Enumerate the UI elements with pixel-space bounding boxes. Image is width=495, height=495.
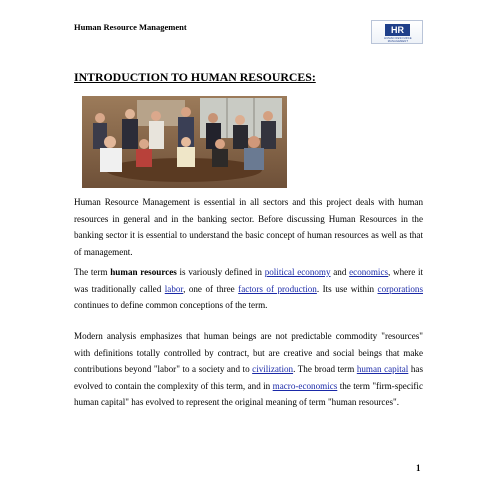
- group-photo-illustration: [82, 96, 287, 188]
- text-run: . Its use within: [316, 283, 378, 294]
- paragraph-intro: Human Resource Management is essential in all sectors and this project deals with human resources in general and in the banking sector. Before discussing Human Resources in the banking sector it is essential to understand the basic concept of human resources as well as that of management.: [74, 197, 423, 257]
- text-run: and: [330, 267, 350, 277]
- text-run: is variously defined in: [176, 267, 265, 277]
- text-run: , one of three: [183, 283, 239, 294]
- text-run: has evolved to contain the complexity of this term, and in: [74, 364, 423, 391]
- link-labor[interactable]: labor: [164, 283, 184, 294]
- text-run: . The broad term: [293, 364, 357, 375]
- bold-term-human-resources: human resources: [110, 267, 177, 277]
- group-photo: [82, 96, 287, 188]
- link-factors-of-production[interactable]: factors of production: [238, 283, 317, 294]
- link-human-capital[interactable]: human capital: [356, 364, 409, 375]
- link-political-economy[interactable]: political economy: [264, 267, 331, 277]
- hr-logo: [371, 20, 423, 44]
- text-run: The term: [74, 267, 111, 277]
- link-corporations[interactable]: corporations: [377, 283, 423, 294]
- running-header: Human Resource Management: [74, 22, 187, 32]
- text-run: continues to define common conceptions of the term.: [74, 300, 268, 311]
- text-run: Modern analysis emphasizes that human beings are not predictable commodity "resources" with definitions totally controlled by contract, but are creative and social beings that make contributions beyond "labor" to a society and to: [74, 331, 423, 375]
- link-macro-economics[interactable]: macro-economics: [272, 380, 338, 391]
- section-title: INTRODUCTION TO HUMAN RESOURCES:: [74, 70, 316, 84]
- hr-logo-subtitle: HUMAN RESOURCE MANAGEMENT: [384, 37, 412, 43]
- link-civilization[interactable]: civilization: [252, 364, 294, 375]
- hr-logo-mark: HR: [385, 24, 410, 36]
- page-number: 1: [416, 463, 421, 473]
- text-run: the term "firm-specific human capital" has evolved to represent the original meaning of term "human resources".: [74, 380, 423, 408]
- link-economics[interactable]: economics: [349, 267, 389, 277]
- text-run: , where it was traditionally called: [74, 267, 424, 294]
- paragraph-definition: [74, 264, 423, 314]
- paragraph-modern-analysis: [74, 328, 423, 411]
